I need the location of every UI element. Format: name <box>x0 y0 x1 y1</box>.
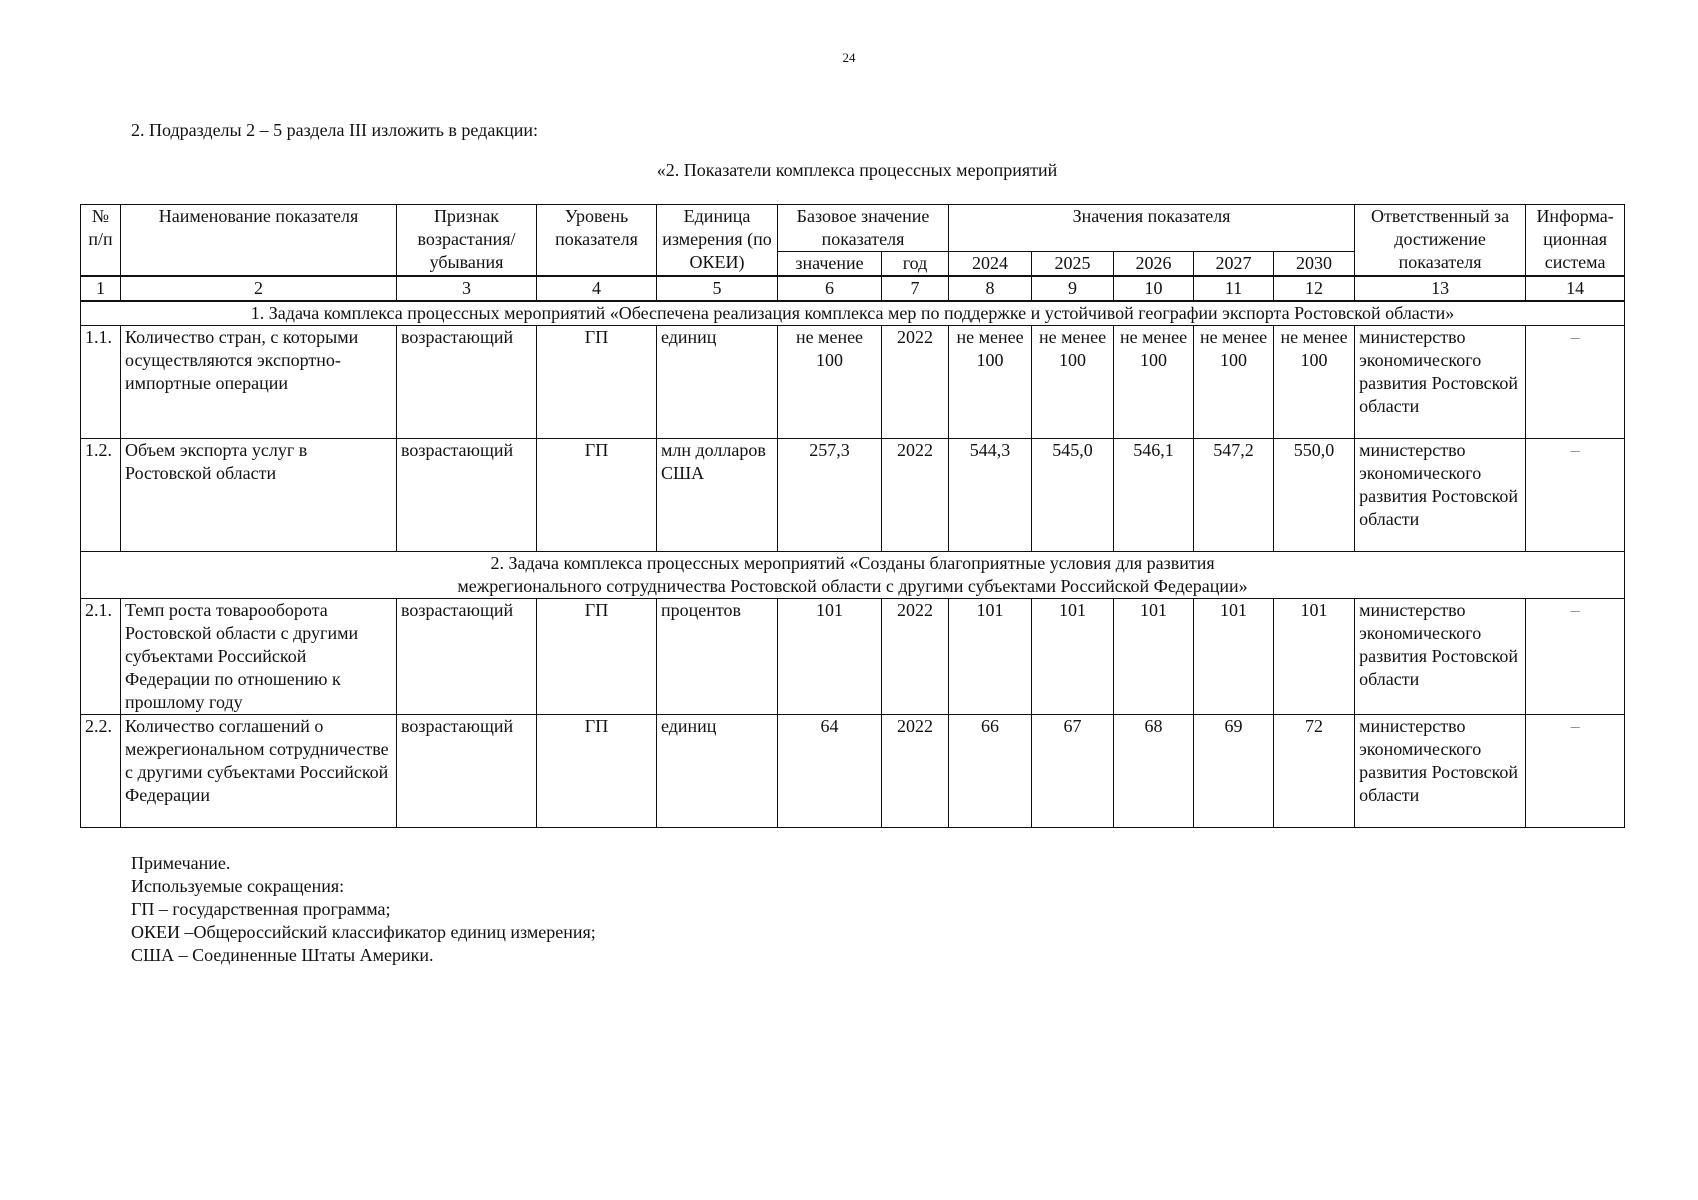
note-line: Используемые сокращения: <box>131 876 345 896</box>
column-number: 3 <box>397 276 537 301</box>
section-1-title: 1. Задача комплекса процессных мероприятий «Обеспечена реализация комплекса мер по поддержке и устойчивой географии экспорта Ростовской области» <box>81 301 1625 326</box>
header-base-year: год <box>882 252 949 277</box>
header-base: Базовое значение показателя <box>778 205 949 252</box>
header-trend: Признак возрастания/ убывания <box>397 205 537 277</box>
row-level: ГП <box>537 715 657 828</box>
row-base-year: 2022 <box>882 715 949 828</box>
row-trend: возрастающий <box>397 326 537 439</box>
header-year: 2030 <box>1274 252 1355 277</box>
row-value: 69 <box>1194 715 1274 828</box>
row-value: 101 <box>949 599 1032 715</box>
row-value: не менее 100 <box>1114 326 1194 439</box>
column-number-row <box>81 276 1625 301</box>
header-year: 2026 <box>1114 252 1194 277</box>
header-base-value: значение <box>778 252 882 277</box>
column-number: 1 <box>81 276 121 301</box>
note-line: ОКЕИ –Общероссийский классификатор единиц измерения; <box>131 922 596 942</box>
header-level: Уровень показателя <box>537 205 657 277</box>
row-responsible: министерство экономического развития Ростовской области <box>1355 326 1526 439</box>
column-number: 4 <box>537 276 657 301</box>
row-value: не менее 100 <box>949 326 1032 439</box>
row-base-value: 64 <box>778 715 882 828</box>
row-name: Объем экспорта услуг в Ростовской области <box>121 439 397 552</box>
row-value: 101 <box>1114 599 1194 715</box>
column-number: 11 <box>1194 276 1274 301</box>
notes <box>131 852 596 967</box>
row-responsible: министерство экономического развития Ростовской области <box>1355 599 1526 715</box>
row-value: 101 <box>1194 599 1274 715</box>
column-number: 6 <box>778 276 882 301</box>
row-base-value: 101 <box>778 599 882 715</box>
row-base-year: 2022 <box>882 599 949 715</box>
header-responsible: Ответственный за достижение показателя <box>1355 205 1526 277</box>
page-number: 24 <box>842 50 856 65</box>
column-number: 13 <box>1355 276 1526 301</box>
table-row <box>81 439 1625 552</box>
row-num: 2.1. <box>81 599 121 715</box>
header-name: Наименование показателя <box>121 205 397 277</box>
row-unit: единиц <box>657 326 778 439</box>
row-value: 68 <box>1114 715 1194 828</box>
row-base-value: не менее 100 <box>778 326 882 439</box>
section-row <box>81 301 1625 326</box>
row-name: Количество стран, с которыми осуществляются экспортно-импортные операции <box>121 326 397 439</box>
header-year: 2027 <box>1194 252 1274 277</box>
row-value: 550,0 <box>1274 439 1355 552</box>
row-value: 101 <box>1032 599 1114 715</box>
note-line: США – Соединенные Штаты Америки. <box>131 945 434 965</box>
header-values: Значения показателя <box>949 205 1355 252</box>
header-info-system: Информа-ционная система <box>1526 205 1625 277</box>
row-value: 101 <box>1274 599 1355 715</box>
row-value: не менее 100 <box>1274 326 1355 439</box>
row-unit: единиц <box>657 715 778 828</box>
row-value: 67 <box>1032 715 1114 828</box>
row-level: ГП <box>537 439 657 552</box>
note-heading: Примечание. <box>131 853 231 873</box>
row-trend: возрастающий <box>397 439 537 552</box>
table-row <box>81 326 1625 439</box>
row-name: Количество соглашений о межрегиональном сотрудничестве с другими субъектами Российской Федерации <box>121 715 397 828</box>
row-value: 544,3 <box>949 439 1032 552</box>
column-number: 8 <box>949 276 1032 301</box>
section-row <box>81 552 1625 599</box>
column-number: 2 <box>121 276 397 301</box>
row-num: 1.1. <box>81 326 121 439</box>
row-value: не менее 100 <box>1194 326 1274 439</box>
column-number: 12 <box>1274 276 1355 301</box>
row-info-system: – <box>1526 715 1625 828</box>
column-number: 5 <box>657 276 778 301</box>
column-number: 14 <box>1526 276 1625 301</box>
row-num: 2.2. <box>81 715 121 828</box>
header-num: № п/п <box>81 205 121 277</box>
header-year: 2024 <box>949 252 1032 277</box>
note-line: ГП – государственная программа; <box>131 899 391 919</box>
row-responsible: министерство экономического развития Ростовской области <box>1355 715 1526 828</box>
row-value: 547,2 <box>1194 439 1274 552</box>
row-info-system: – <box>1526 599 1625 715</box>
intro-paragraph: 2. Подразделы 2 – 5 раздела III изложить в редакции: <box>131 120 538 140</box>
row-value: 545,0 <box>1032 439 1114 552</box>
header-unit: Единица измерения (по ОКЕИ) <box>657 205 778 277</box>
row-num: 1.2. <box>81 439 121 552</box>
row-value: 66 <box>949 715 1032 828</box>
table-row <box>81 599 1625 715</box>
column-number: 7 <box>882 276 949 301</box>
column-number: 9 <box>1032 276 1114 301</box>
row-trend: возрастающий <box>397 715 537 828</box>
row-unit: процентов <box>657 599 778 715</box>
indicators-table <box>80 204 1625 828</box>
row-value: 546,1 <box>1114 439 1194 552</box>
row-level: ГП <box>537 326 657 439</box>
row-value: 72 <box>1274 715 1355 828</box>
row-trend: возрастающий <box>397 599 537 715</box>
section-2-title: 2. Задача комплекса процессных мероприятий «Созданы благоприятные условия для развития межрегионального сотрудничества Ростовской области с другими субъектами Российской Федерации» <box>81 552 1625 599</box>
row-info-system: – <box>1526 439 1625 552</box>
row-value: не менее 100 <box>1032 326 1114 439</box>
column-number: 10 <box>1114 276 1194 301</box>
row-responsible: министерство экономического развития Ростовской области <box>1355 439 1526 552</box>
row-base-year: 2022 <box>882 326 949 439</box>
row-name: Темп роста товарооборота Ростовской области с другими субъектами Российской Федерации по отношению к прошлому году <box>121 599 397 715</box>
row-info-system: – <box>1526 326 1625 439</box>
header-year: 2025 <box>1032 252 1114 277</box>
row-base-year: 2022 <box>882 439 949 552</box>
row-unit: млн долларов США <box>657 439 778 552</box>
row-base-value: 257,3 <box>778 439 882 552</box>
row-level: ГП <box>537 599 657 715</box>
table-title: «2. Показатели комплекса процессных мероприятий <box>656 160 1058 180</box>
table-row <box>81 715 1625 828</box>
